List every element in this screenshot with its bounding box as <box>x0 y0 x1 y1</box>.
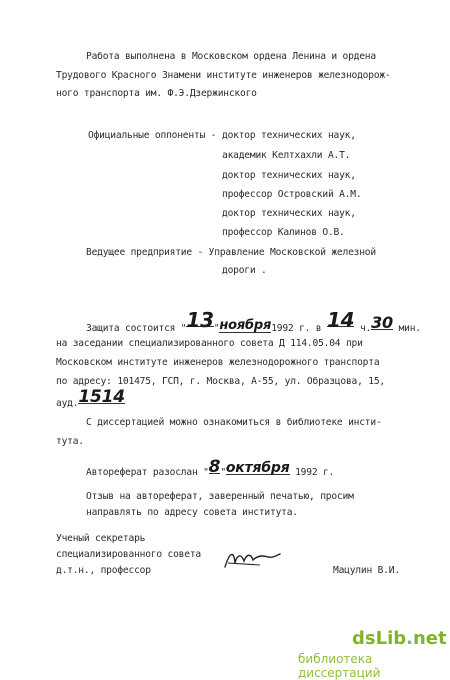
defense-line-1 <box>86 308 421 335</box>
handwritten-signature <box>222 545 282 573</box>
secretary-title-2: специализированного совета <box>56 549 201 560</box>
secretary-name: Мацулин В.И. <box>333 565 400 576</box>
watermark-logo-dot: . <box>406 628 413 649</box>
opponent-line: профессор Островский А.М. <box>222 189 362 200</box>
defense-hour-unit: ч. <box>354 323 372 334</box>
opponent-line: доктор технических наук, <box>222 130 356 141</box>
opponent-line: доктор технических наук, <box>222 208 356 219</box>
lead-org-line-1: Ведущее предприятие - Управление Московской железной <box>86 247 376 258</box>
sent-suffix: 1992 г. <box>289 467 335 478</box>
watermark-logo <box>352 628 447 649</box>
intro-line-1: Работа выполнена в Московском ордена Ленина и ордена <box>86 51 376 62</box>
reviews-line-1: Отзыв на автореферат, заверенный печатью, просим <box>86 491 354 502</box>
auditorium-label: ауд. <box>56 398 79 409</box>
sent-line <box>86 457 335 479</box>
library-line-2: тута. <box>56 436 84 447</box>
defense-minute-unit: мин. <box>393 323 421 334</box>
defense-line-4: по адресу: 101475, ГСП, г. Москва, А-55, ул. Образцова, 15, <box>56 376 385 387</box>
sent-month: октября <box>225 460 290 476</box>
defense-line-5 <box>56 387 125 410</box>
secretary-title-3: д.т.н., профессор <box>56 565 151 576</box>
intro-line-3: ного транспорта им. Ф.Э.Дзержинского <box>56 88 257 99</box>
lead-org-line-2: дороги . <box>222 265 267 276</box>
defense-quote: " <box>213 323 220 334</box>
defense-year: 1992 г. в <box>271 323 327 334</box>
opponent-line: доктор технических наук, <box>222 170 356 181</box>
auditorium-number: 1514 <box>78 387 125 407</box>
sent-day: 8 <box>208 457 221 477</box>
intro-line-2: Трудового Красного Знамени институте инженеров железнодорож- <box>56 70 391 81</box>
opponents-label: Официальные оппоненты - <box>88 130 217 141</box>
defense-line-3: Московском институте инженеров железнодорожного транспорта <box>56 357 380 368</box>
defense-minute: 30 <box>371 313 393 332</box>
watermark-logo-main: dsLib <box>352 628 407 649</box>
secretary-title-1: Ученый секретарь <box>56 533 146 544</box>
defense-prefix: Защита состоится " <box>86 323 187 334</box>
watermark-subtitle: библиотека диссертаций <box>298 652 381 680</box>
defense-hour: 14 <box>326 308 355 332</box>
defense-day: 13 <box>186 308 214 332</box>
opponent-line: профессор Калинов О.В. <box>222 227 345 238</box>
opponent-line: академик Келтхахли А.Т. <box>222 150 351 161</box>
defense-line-2: на заседании специализированного совета Д 114.05.04 при <box>56 338 363 349</box>
library-line-1: С диссертацией можно ознакомиться в библиотеке инсти- <box>86 417 382 428</box>
defense-month: ноября <box>219 318 272 333</box>
watermark-logo-tld: net <box>412 628 447 649</box>
reviews-line-2: направлять по адресу совета института. <box>86 507 298 518</box>
sent-prefix: Автореферат разослан " <box>86 467 209 478</box>
sent-quote: " <box>220 467 226 478</box>
